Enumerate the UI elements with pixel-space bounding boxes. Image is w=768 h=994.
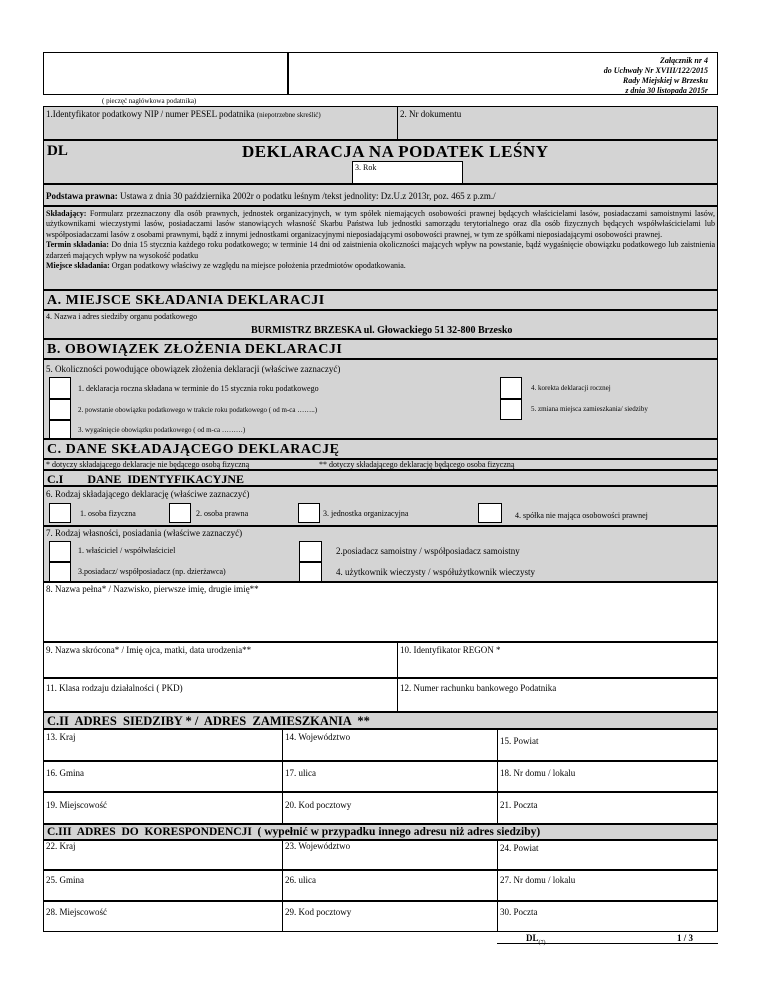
section-c3-label: C.III ADRES DO KORESPONDENCJI ( wypełnić w przypadku innego adresu niż adres siedziby) [47,826,541,838]
field-1-note: (niepotrzebne skreślić) [256,111,321,119]
field-15-county[interactable] [497,729,718,761]
note-non-natural-person: * dotyczy składającego deklaracje nie będącego osobą fizyczną [46,460,250,469]
option-independent-holder: 2.posiadacz samoistny / współposiadacz samoistny [336,546,520,556]
filer-text: Formularz przeznaczony dla osób prawnych, jednostek organizacyjnych, w tym spółek niemających osobowości prawnej będących właścicielami lasów, posiadaczami samoistnymi lasów, użytkownikami wieczystymi lasów, posiadaczami lasów stanowiących własność Skarbu Państwa lub jednostki samorządu terytorialnego oraz dla osób fizycznych będących współwłaścicielami lub współposiadaczami lasów z osobami prawnymi, bądź z innymi jednostkami organizacyjnymi nieposiadającymi osobowości prawnej, w tym ze spółkami nieposiadającymi osobowości prawnej. [46,209,716,239]
field-14-voivodeship[interactable] [282,729,498,761]
stamp-caption: ( pieczęć nagłówkowa podatnika) [102,97,197,105]
field-3-year[interactable] [352,161,463,184]
option-organizational-unit: 3. jednostka organizacyjna [323,509,409,518]
place-text: Organ podatkowy właściwy ze względu na miejsce położenia przedmiotów opodatkowania. [111,261,406,271]
field-9-label: 9. Nazwa skrócona* / Imię ojca, matki, data urodzenia** [46,645,252,655]
checkbox-obligation-arises[interactable] [49,399,71,420]
field-7-label: 7. Rodzaj własności, posiadania (właściwe zaznaczyć) [46,528,243,538]
page-number: 1 / 3 [677,933,694,943]
footer-rule [497,943,718,944]
section-c-notes [43,459,718,470]
field-11-pkd[interactable] [43,678,398,712]
section-ci-title [43,470,718,486]
field-18-house-number[interactable] [497,761,718,792]
checkbox-legal-person[interactable] [169,503,191,523]
field-10-label: 10. Identyfikator REGON * [400,645,501,655]
checkbox-obligation-expires[interactable] [49,420,71,439]
field-13-country[interactable] [43,729,283,761]
field-27-label: 27. Nr domu / lokalu [500,875,576,885]
authority-name: BURMISTRZ BRZESKA ul. Głowackiego 51 32-800 Brzesko [251,325,513,336]
field-6-note: (właściwe zaznaczyć) [170,489,250,499]
form-title: DEKLARACJA NA PODATEK LEŚNY [242,142,549,161]
field-25-commune[interactable] [43,870,283,901]
field-29-postal-code[interactable] [282,901,498,932]
field-17-label: 17. ulica [285,768,316,778]
dl-code: DL [47,143,68,159]
deadline-label: Termin składania: [46,240,109,250]
field-24-county[interactable] [497,840,718,870]
field-7-ownership-type [43,526,718,582]
field-15-label: 15. Powiat [500,736,539,746]
field-14-label: 14. Województwo [285,732,351,742]
field-2-label: 2. Nr dokumentu [400,109,462,119]
field-30-post-office[interactable] [497,901,718,932]
annex-line-4: z dnia 30 listopada 2015r [625,86,708,95]
field-12-label: 12. Numer rachunku bankowego Podatnika [400,683,557,693]
footer-code-text: DL [526,933,539,943]
field-12-bank-account[interactable] [397,678,718,712]
field-25-label: 25. Gmina [46,875,84,885]
field-5-circumstances [43,359,718,439]
field-28-label: 28. Miejscowość [46,907,107,917]
field-2-doc-number[interactable] [397,106,718,140]
deadline-text: Do dnia 15 stycznia każdego roku podatkowego; w terminie 14 dni od zaistnienia okoliczności mających wpływ na powstanie, bądź wygaśnięcie obowiązku podatkowego lub zaistnienia zdarzeń mających wpływ na wysokość podatku [46,240,716,260]
field-24-label: 24. Powiat [500,843,539,853]
field-4-label: 4. Nazwa i adres siedziby organu podatkowego [46,312,198,321]
field-16-label: 16. Gmina [46,768,84,778]
field-21-label: 21. Poczta [500,800,538,810]
option-legal-person: 2. osoba prawna [196,509,249,518]
checkbox-address-change[interactable] [500,399,522,420]
field-26-street[interactable] [282,870,498,901]
checkbox-independent-holder[interactable] [299,541,322,562]
option-obligation-expires: 3. wygaśnięcie obowiązku podatkowego ( od m-ca ………) [78,426,246,434]
option-address-change: 5. zmiana miejsca zamieszkania/ siedziby [531,405,648,413]
field-19-locality[interactable] [43,792,283,824]
field-5-label: 5. Okoliczności powodujące obowiązek złożenia deklaracji (właściwe zaznaczyć) [46,364,341,374]
field-21-post-office[interactable] [497,792,718,824]
field-26-label: 26. ulica [285,875,316,885]
filer-info [43,206,718,290]
place-label: Miejsce składania: [46,261,110,271]
annex-block [480,56,708,96]
legal-basis-label: Podstawa prawna: [46,191,118,201]
checkbox-owner[interactable] [49,541,71,562]
field-18-label: 18. Nr domu / lokalu [500,768,576,778]
annex-line-1: Załącznik nr 4 [659,56,708,65]
section-c-title: C. DANE SKŁADAJĄCEGO DEKLARACJĘ [43,439,718,459]
field-17-street[interactable] [282,761,498,792]
section-c2-label: C.II ADRES SIEDZIBY * / ADRES ZAMIESZKANIA ** [47,714,370,728]
field-29-label: 29. Kod pocztowy [285,907,352,917]
checkbox-natural-person[interactable] [49,503,71,523]
filer-label: Składający: [46,209,87,218]
field-8-full-name[interactable] [43,582,718,642]
field-9-short-name[interactable] [43,642,398,678]
option-company-no-legal-personality: 4. spółka nie mająca osobowości prawnej [515,511,648,520]
field-22-country[interactable] [43,840,283,870]
field-19-label: 19. Miejscowość [46,800,107,810]
annex-line-3: Rady Miejskiej w Brzesku [622,76,708,85]
field-23-label: 23. Województwo [285,841,351,851]
footer-code-sub: (7) [538,939,546,946]
section-c3-title [43,824,718,840]
field-30-label: 30. Poczta [500,907,538,917]
section-a-title: A. MIEJSCE SKŁADANIA DEKLARACJI [43,290,718,310]
annex-line-2: do Uchwały Nr XVIII/122/2015 [603,66,708,75]
checkbox-annual-declaration[interactable] [49,377,71,399]
field-27-house-number[interactable] [497,870,718,901]
section-b-title: B. OBOWIĄZEK ZŁOŻENIA DEKLARACJI [43,339,718,359]
section-c2-title [43,712,718,729]
option-dependent-holder: 3.posiadacz/ współposiadacz (np. dzierżawca) [78,567,226,576]
option-perpetual-user: 4. użytkownik wieczysty / współużytkownik wieczysty [336,567,535,577]
checkbox-annual-correction[interactable] [500,377,522,399]
field-20-label: 20. Kod pocztowy [285,800,352,810]
field-28-locality[interactable] [43,901,283,932]
note-natural-person: ** dotyczy składającego deklarację będącego osoba fizyczną [319,460,515,469]
stamp-box[interactable] [43,52,288,95]
option-obligation-arises: 2. powstanie obowiązku podatkowego w trakcie roku podatkowego ( od m-ca ……..) [78,406,318,414]
legal-basis [43,184,718,206]
checkbox-perpetual-user[interactable] [299,562,322,582]
field-1-label: 1.Identyfikator podatkowy NIP / numer PESEL podatnika [46,109,255,119]
checkbox-dependent-holder[interactable] [49,562,71,582]
field-1-nip-pesel[interactable] [43,106,398,140]
section-ci-label: C.I DANE IDENTYFIKACYJNE [47,472,245,486]
legal-basis-text: Ustawa z dnia 30 października 2002r o podatku leśnym /tekst jednolity: Dz.U.z 2013r, poz. 465 z p.zm./ [120,191,496,201]
field-20-postal-code[interactable] [282,792,498,824]
field-13-label: 13. Kraj [46,732,76,742]
field-4-authority [43,310,718,339]
option-annual-declaration: 1. deklaracja roczna składana w terminie do 15 stycznia roku podatkowego [78,384,319,393]
checkbox-company-no-legal-personality[interactable] [478,503,502,523]
field-6-label: 6. Rodzaj składającego deklarację [46,489,169,499]
field-23-voivodeship[interactable] [282,840,498,870]
option-annual-correction: 4. korekta deklaracji rocznej [531,384,611,392]
field-6-filer-type [43,486,718,526]
option-owner: 1. właściciel / współwłaściciel [78,546,176,555]
field-8-label: 8. Nazwa pełna* / Nazwisko, pierwsze imię, drugie imię** [46,584,259,594]
field-3-label: 3. Rok [355,163,377,172]
field-11-label: 11. Klasa rodzaju działalności ( PKD) [46,683,183,693]
field-16-commune[interactable] [43,761,283,792]
option-natural-person: 1. osoba fizyczna [80,509,136,518]
field-22-label: 22. Kraj [46,841,76,851]
checkbox-organizational-unit[interactable] [298,503,320,523]
field-10-regon[interactable] [397,642,718,678]
